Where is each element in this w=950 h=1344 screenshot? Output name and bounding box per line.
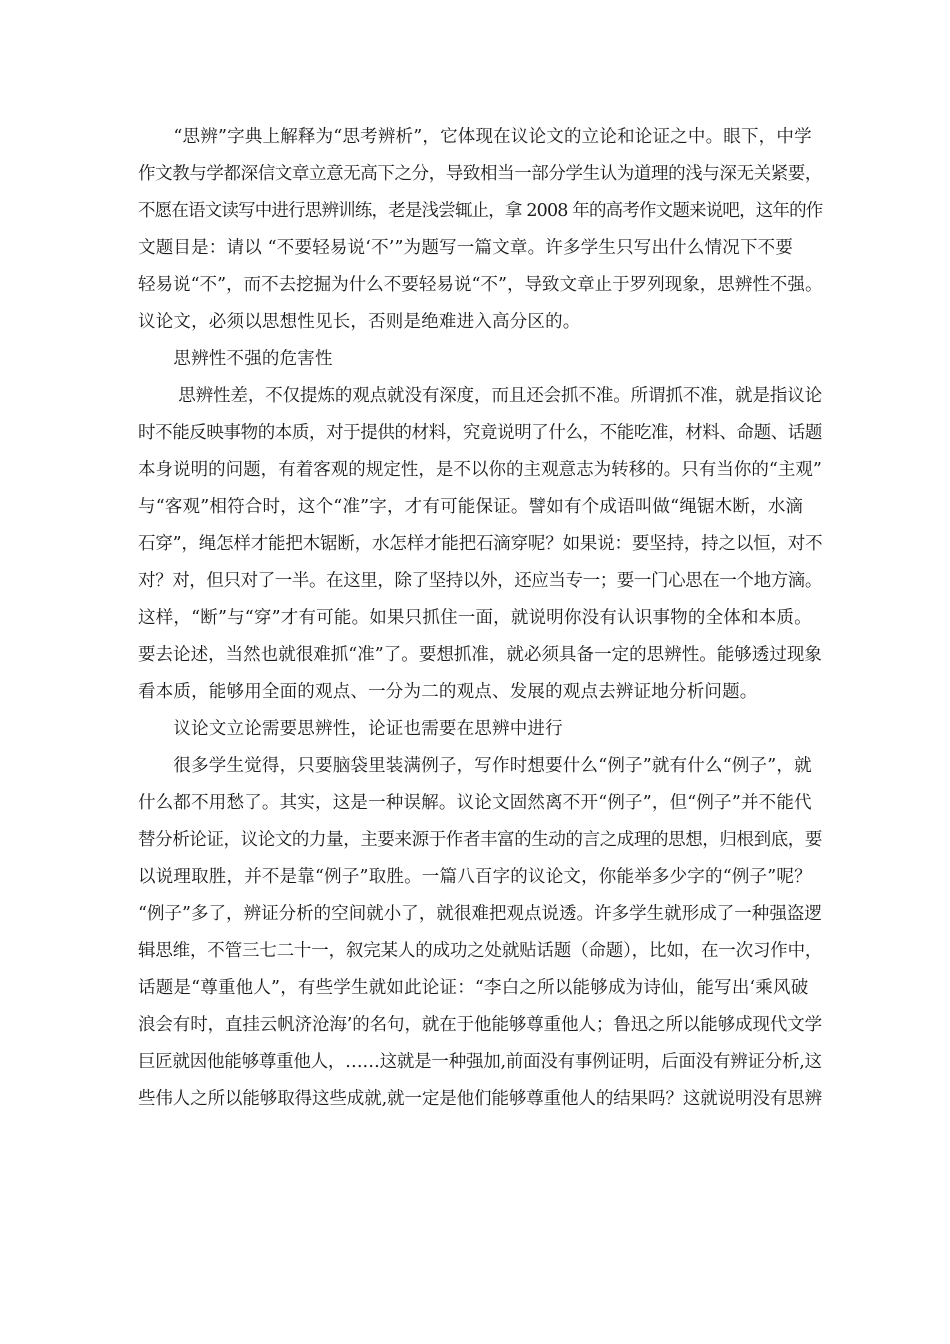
paragraph-line: 什么都不用愁了。其实，这是一种误解。议论文固然离不开“例子”，但“例子”并不能代	[138, 793, 812, 813]
paragraph-line: 辑思维，不管三七二十一，叙完某人的成功之处就贴话题（命题），比如，在一次习作中，	[138, 941, 823, 961]
paragraph-line: 以说理取胜，并不是靠“例子”取胜。一篇八百字的议论文，你能举多少字的“例子”呢？	[138, 867, 812, 887]
paragraph-line: 些伟人之所以能够取得这些成就,就一定是他们能够尊重他人的结果吗？这就说明没有思辨	[138, 1089, 823, 1109]
paragraph-line: 这样，“断”与“穿”才有可能。如果只抓住一面，就说明你没有认识事物的全体和本质。	[138, 608, 812, 628]
paragraph-line: 替分析论证，议论文的力量，主要来源于作者丰富的生动的言之成理的思想，归根到底，要	[138, 830, 822, 850]
paragraph-line: 要去论述，当然也就很难抓“准”了。要想抓准，就必须具备一定的思辨性。能够透过现象	[138, 645, 822, 665]
paragraph-line: “例子”多了，辨证分析的空间就小了，就很难把观点说透。许多学生就形成了一种强盗逻	[138, 904, 822, 924]
paragraph-line: 轻易说“不”，而不去挖掘为什么不要轻易说“不”，导致文章止于罗列现象，思辨性不强。	[138, 275, 823, 295]
paragraph-line: 本身说明的问题，有着客观的规定性，是不以你的主观意志为转移的。只有当你的“主观”	[138, 460, 822, 480]
paragraph-line: 时不能反映事物的本质，对于提供的材料，究竟说明了什么，不能吃准，材料、命题、话题	[138, 423, 822, 443]
paragraph-line: 很多学生觉得，只要脑袋里装满例子，写作时想要什么“例子”就有什么“例子”，就	[138, 756, 812, 776]
section-heading: 议论文立论需要思辨性，论证也需要在思辨中进行	[138, 719, 563, 739]
paragraph-line: 对？对，但只对了一半。在这里，除了坚持以外，还应当专一；要一门心思在一个地方滴。	[138, 571, 822, 591]
paragraph-line: 文题目是：请以 “不要轻易说‘不’”为题写一篇文章。许多学生只写出什么情况下不要	[138, 238, 794, 258]
paragraph-line: 不愿在语文读写中进行思辨训练，老是浅尝辄止，拿 2008 年的高考作文题来说吧，这年的作	[138, 201, 823, 221]
section-heading: 思辨性不强的危害性	[138, 349, 333, 369]
paragraph-line: 看本质，能够用全面的观点、一分为二的观点、发展的观点去辨证地分析问题。	[138, 682, 758, 702]
paragraph-line: 话题是“尊重他人”，有些学生就如此论证：“李白之所以能够成为诗仙，能写出‘乘风破	[138, 978, 809, 998]
paragraph-line: “思辨”字典上解释为“思考辨析”，它体现在议论文的立论和论证之中。眼下，中学	[138, 127, 812, 147]
paragraph-line: 作文教与学都深信文章立意无高下之分，导致相当一部分学生认为道理的浅与深无关紧要，	[138, 164, 822, 184]
paragraph-line: 与“客观”相符合时，这个“准”字，才有可能保证。譬如有个成语叫做“绳锯木断，水滴	[138, 497, 804, 517]
paragraph-line: 议论文，必须以思想性见长，否则是绝难进入高分区的。	[138, 312, 581, 332]
paragraph-line: 石穿”，绳怎样才能把木锯断，水怎样才能把石滴穿呢？如果说：要坚持，持之以恒，对不	[138, 534, 823, 554]
paragraph-line: 浪会有时，直挂云帆济沧海’的名句，就在于他能够尊重他人；鲁迅之所以能够成现代文学	[138, 1015, 823, 1035]
paragraph-line: 思辨性差，不仅提炼的观点就没有深度，而且还会抓不准。所谓抓不准，就是指议论	[138, 386, 823, 406]
paragraph-line: 巨匠就因他能够尊重他人，……这就是一种强加,前面没有事例证明，后面没有辨证分析,这	[138, 1052, 822, 1072]
